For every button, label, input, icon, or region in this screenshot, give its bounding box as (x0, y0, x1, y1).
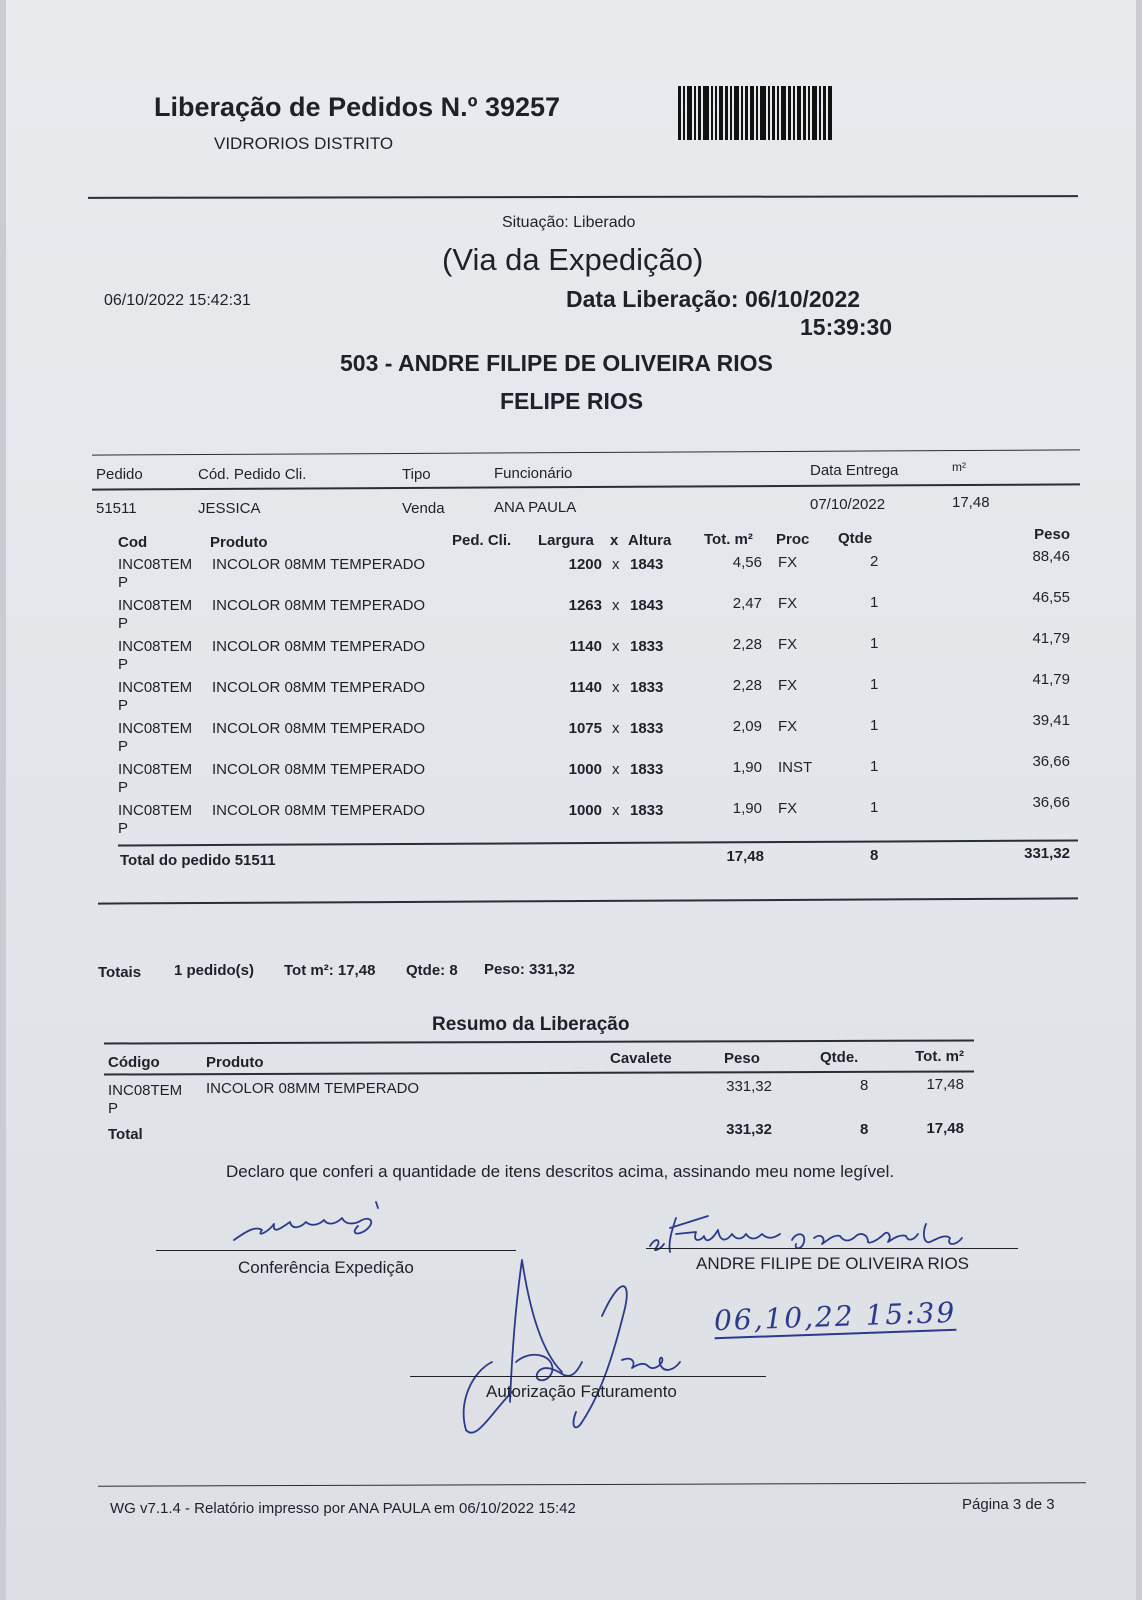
summary-total-qtde: 8 (860, 1121, 869, 1138)
header-divider (88, 195, 1078, 199)
barcode-icon (678, 86, 852, 140)
copy-label: (Via da Expedição) (442, 242, 704, 277)
summary-col-codigo: Código (108, 1054, 160, 1071)
item-cod: INC08TEM (118, 761, 193, 778)
declaration-text: Declaro que conferi a quantidade de itens descritos acima, assinando meu nome legível. (226, 1162, 895, 1181)
release-time: 15:39:30 (800, 314, 893, 340)
col-x: x (610, 532, 619, 549)
order-data-entrega: 07/10/2022 (810, 496, 886, 513)
item-cod: INC08TEM (118, 638, 193, 655)
client-signature-label: ANDRE FILIPE DE OLIVEIRA RIOS (696, 1254, 970, 1273)
item-x: x (612, 679, 620, 696)
item-cod-wrap: P (118, 697, 129, 714)
item-produto: INCOLOR 08MM TEMPERADO (212, 556, 426, 573)
client-nickname: FELIPE RIOS (500, 388, 644, 414)
summary-col-tot-m2: Tot. m² (915, 1048, 964, 1065)
item-largura: 1263 (568, 597, 602, 614)
col-tipo: Tipo (402, 466, 431, 483)
items-total-qtde: 8 (870, 847, 879, 864)
item-cod: INC08TEM (118, 556, 193, 573)
signature-autorizacao (452, 1252, 702, 1442)
col-cod: Cod (118, 534, 148, 551)
items-total-peso: 331,32 (1024, 845, 1070, 862)
col-largura: Largura (538, 532, 594, 549)
order-funcionario: ANA PAULA (494, 499, 577, 516)
signature-line-conferencia (156, 1250, 516, 1251)
item-tot-m2: 1,90 (732, 800, 762, 817)
item-qtde: 1 (870, 758, 879, 775)
summary-col-peso: Peso (724, 1050, 760, 1067)
summary-total-tot-m2: 17,48 (926, 1120, 964, 1137)
company-name: VIDRORIOS DISTRITO (214, 134, 394, 153)
item-x: x (612, 556, 620, 573)
item-largura: 1075 (568, 720, 602, 737)
item-qtde: 1 (870, 594, 879, 611)
item-cod: INC08TEM (118, 679, 193, 696)
item-x: x (612, 761, 620, 778)
col-altura: Altura (628, 532, 672, 549)
totals-tot-m2: Tot m²: 17,48 (284, 962, 376, 979)
order-pedido: 51511 (96, 500, 137, 517)
handwritten-date: 06,10,22 15:39 (713, 1295, 957, 1338)
col-cod-pedido-cli: Cód. Pedido Cli. (198, 466, 307, 483)
order-divider-mid (92, 483, 1080, 490)
footer-printed-by: WG v7.1.4 - Relatório impresso por ANA PAULA em 06/10/2022 15:42 (110, 1500, 576, 1517)
summary-row-produto: INCOLOR 08MM TEMPERADO (206, 1080, 420, 1097)
item-x: x (612, 802, 620, 819)
item-peso: 41,79 (1032, 671, 1070, 688)
col-m2: m² (952, 460, 966, 474)
items-total-label: Total do pedido 51511 (120, 852, 276, 869)
items-total-divider (118, 839, 1078, 846)
item-proc: FX (778, 595, 798, 612)
item-altura: 1833 (630, 802, 664, 819)
item-cod: INC08TEM (118, 720, 193, 737)
item-proc: FX (778, 718, 798, 735)
signature-line-autorizacao (410, 1376, 766, 1377)
item-largura: 1000 (568, 802, 602, 819)
item-altura: 1843 (630, 597, 664, 614)
item-tot-m2: 4,56 (732, 554, 762, 571)
totals-label: Totais (98, 964, 142, 981)
item-peso: 36,66 (1032, 753, 1070, 770)
footer-divider (98, 1482, 1086, 1486)
signature-conferencia (226, 1196, 426, 1256)
item-largura: 1200 (568, 556, 602, 573)
summary-total-peso: 331,32 (726, 1121, 772, 1138)
summary-col-produto: Produto (206, 1054, 264, 1071)
item-qtde: 1 (870, 676, 879, 693)
col-produto: Produto (210, 534, 268, 551)
item-altura: 1833 (630, 638, 664, 655)
item-produto: INCOLOR 08MM TEMPERADO (212, 720, 426, 737)
item-altura: 1843 (630, 556, 664, 573)
item-peso: 39,41 (1032, 712, 1070, 729)
item-cod-wrap: P (118, 779, 129, 796)
item-produto: INCOLOR 08MM TEMPERADO (212, 802, 426, 819)
item-qtde: 1 (870, 799, 879, 816)
item-x: x (612, 638, 620, 655)
col-peso: Peso (1034, 526, 1070, 543)
item-x: x (612, 597, 620, 614)
totals-peso: Peso: 331,32 (484, 961, 575, 978)
summary-total-label: Total (108, 1126, 143, 1143)
item-peso: 46,55 (1032, 589, 1070, 606)
item-proc: FX (778, 636, 798, 653)
item-cod-wrap: P (118, 738, 129, 755)
col-data-entrega: Data Entrega (810, 462, 899, 479)
item-peso: 41,79 (1032, 630, 1070, 647)
summary-row-peso: 331,32 (726, 1078, 772, 1095)
col-proc: Proc (776, 531, 810, 548)
footer-page-number: Página 3 de 3 (962, 1496, 1055, 1513)
item-altura: 1833 (630, 761, 664, 778)
item-cod-wrap: P (118, 656, 129, 673)
item-qtde: 1 (870, 717, 879, 734)
col-tot-m2: Tot. m² (704, 531, 753, 548)
item-tot-m2: 2,28 (732, 636, 762, 653)
signature-line-client (646, 1248, 1018, 1249)
summary-divider-top (104, 1039, 974, 1044)
col-ped-cli: Ped. Cli. (452, 532, 512, 549)
printed-datetime: 06/10/2022 15:42:31 (104, 292, 251, 309)
item-tot-m2: 2,28 (732, 677, 762, 694)
item-peso: 36,66 (1032, 794, 1070, 811)
order-m2: 17,48 (952, 494, 990, 511)
item-peso: 88,46 (1032, 548, 1070, 565)
items-total-m2: 17,48 (726, 848, 764, 865)
situation-status: Situação: Liberado (502, 214, 636, 231)
summary-row-qtde: 8 (860, 1077, 869, 1094)
summary-title: Resumo da Liberação (432, 1014, 630, 1035)
item-tot-m2: 2,47 (732, 595, 762, 612)
order-divider-top (92, 449, 1080, 455)
item-largura: 1000 (568, 761, 602, 778)
col-qtde: Qtde (838, 530, 873, 547)
item-qtde: 1 (870, 635, 879, 652)
release-date: Data Liberação: 06/10/2022 (566, 286, 861, 312)
summary-col-cavalete: Cavalete (610, 1050, 672, 1067)
item-largura: 1140 (569, 638, 602, 655)
summary-row-codigo: INC08TEM (108, 1082, 183, 1099)
order-cod-pedido-cli: JESSICA (198, 500, 261, 517)
item-tot-m2: 1,90 (732, 759, 762, 776)
item-cod-wrap: P (118, 820, 129, 837)
report-page (6, 0, 1136, 1600)
summary-row-codigo-wrap: P (108, 1100, 119, 1117)
item-proc: FX (778, 800, 798, 817)
report-title: Liberação de Pedidos N.º 39257 (154, 92, 561, 122)
totals-pedidos: 1 pedido(s) (174, 962, 255, 979)
item-largura: 1140 (569, 679, 602, 696)
item-cod-wrap: P (118, 574, 129, 591)
totals-qtde: Qtde: 8 (406, 962, 458, 979)
summary-divider-mid (104, 1070, 974, 1075)
order-divider-bottom (98, 897, 1078, 904)
item-produto: INCOLOR 08MM TEMPERADO (212, 761, 426, 778)
item-proc: FX (778, 677, 798, 694)
autorizacao-label: Autorização Faturamento (486, 1382, 677, 1401)
item-produto: INCOLOR 08MM TEMPERADO (212, 679, 426, 696)
item-produto: INCOLOR 08MM TEMPERADO (212, 638, 426, 655)
item-qtde: 2 (870, 553, 879, 570)
item-proc: FX (778, 554, 798, 571)
item-proc: INST (778, 759, 813, 776)
item-cod: INC08TEM (118, 597, 193, 614)
order-tipo: Venda (402, 500, 445, 517)
col-pedido: Pedido (96, 466, 143, 483)
item-x: x (612, 720, 620, 737)
summary-col-qtde: Qtde. (820, 1049, 859, 1066)
item-altura: 1833 (630, 720, 664, 737)
item-cod: INC08TEM (118, 802, 193, 819)
col-funcionario: Funcionário (494, 465, 573, 482)
conferencia-label: Conferência Expedição (238, 1258, 414, 1277)
item-tot-m2: 2,09 (732, 718, 762, 735)
summary-row-tot-m2: 17,48 (926, 1076, 964, 1093)
client-name: 503 - ANDRE FILIPE DE OLIVEIRA RIOS (340, 350, 773, 376)
item-altura: 1833 (630, 679, 664, 696)
item-produto: INCOLOR 08MM TEMPERADO (212, 597, 426, 614)
item-cod-wrap: P (118, 615, 129, 632)
